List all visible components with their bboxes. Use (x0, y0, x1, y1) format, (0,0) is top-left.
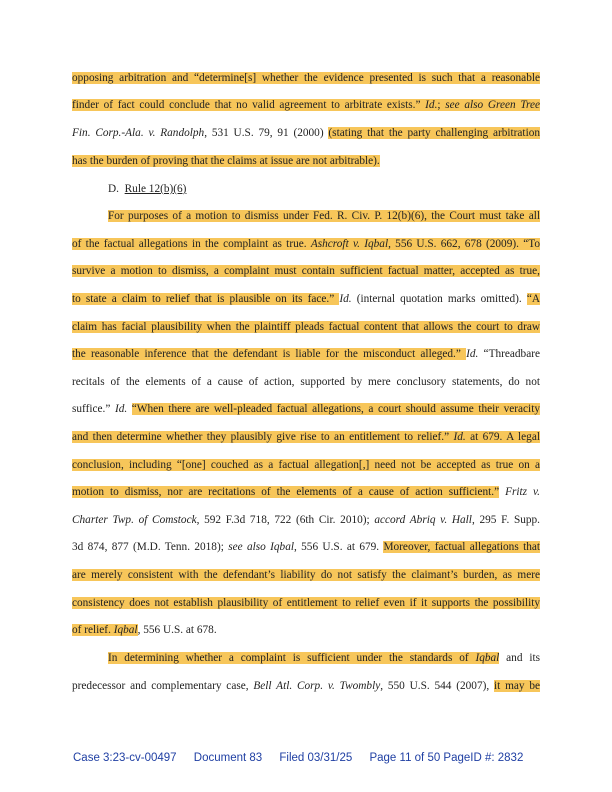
highlighted-text: at 679. A legal (465, 431, 540, 443)
footer-case-number: Case 3:23-cv-00497 (73, 752, 177, 764)
highlighted-text: see also Green Tree (445, 99, 540, 111)
text-segment: Id. (339, 293, 352, 305)
highlighted-text: has the burden of proving that the claims at issue are not arbitrable). (72, 155, 380, 167)
text-line (72, 126, 540, 141)
text-line (72, 375, 540, 390)
text-segment: , 550 U.S. 544 (2007), (380, 680, 494, 692)
highlighted-text: motion to dismiss, nor are recitations of the elements of a cause of action sufficient.” (72, 486, 500, 498)
text-segment: Charter Twp. of Comstock (72, 514, 197, 526)
text-segment: Fritz v. (505, 486, 540, 498)
text-segment: , 531 U.S. 79, 91 (2000) (204, 127, 329, 139)
highlighted-text: and then determine whether they plausibly give rise to an entitlement to relief.” (72, 431, 454, 443)
text-line (72, 430, 540, 445)
highlighted-text: Moreover, factual allegations that (383, 541, 541, 553)
highlighted-text: For purposes of a motion to dismiss under Fed. R. Civ. P. 12(b)(6), the Court must take all (108, 210, 540, 222)
highlighted-text: are merely consistent with the defendant’s liability do not satisfy the claimant’s burden, as mere (72, 569, 540, 581)
text-line (72, 292, 540, 307)
text-line (72, 154, 540, 169)
text-line (108, 651, 540, 666)
text-segment: Rule 12(b)(6) (124, 183, 187, 195)
text-line (72, 98, 540, 113)
section-heading (108, 182, 540, 197)
highlighted-text: Iqbal (113, 624, 138, 636)
highlighted-text: In determining whether a complaint is sufficient under the standards of (108, 652, 476, 664)
text-segment: , 556 U.S. at 679. (293, 541, 384, 553)
highlighted-text: consistency does not establish plausibility of entitlement to relief even if it supports the possibility (72, 597, 540, 609)
highlighted-text: “A (526, 293, 540, 305)
text-line (72, 458, 540, 473)
highlighted-text: of the factual allegations in the complaint as true. (72, 238, 311, 250)
text-segment: recitals of the elements of a cause of action, supported by mere conclusory statements, do not (72, 376, 540, 388)
text-segment: D. (108, 183, 125, 195)
highlighted-text: ; (437, 99, 446, 111)
footer-document-number: Document 83 (193, 752, 263, 764)
text-segment: Id. (114, 403, 128, 415)
text-line (72, 513, 540, 528)
text-line (72, 237, 540, 252)
highlighted-text: , 556 U.S. 662, 678 (2009). “To (388, 238, 540, 250)
text-segment: , 592 F.3d 718, 722 (6th Cir. 2010); (196, 514, 375, 526)
text-line (72, 264, 540, 279)
highlighted-text: it may be (493, 680, 540, 692)
text-segment: “Threadbare (478, 348, 540, 360)
highlighted-text: finder of fact could conclude that no valid agreement to arbitrate exists.” (72, 99, 426, 111)
text-segment: , 556 U.S. at 678. (137, 624, 217, 636)
highlighted-text: Id. (425, 99, 438, 111)
highlighted-text: to state a claim to relief that is plausible on its face.” (72, 293, 340, 305)
highlighted-text: claim has facial plausibility when the plaintiff pleads factual content that allows the court to draw (72, 321, 540, 333)
text-line (72, 320, 540, 335)
text-segment: (internal quotation marks omitted). (351, 293, 527, 305)
text-line (72, 679, 540, 694)
highlighted-text: survive a motion to dismiss, a complaint must contain sufficient factual matter, accepted as true, (72, 265, 540, 277)
highlighted-text: Ashcroft v. Iqbal (310, 238, 389, 250)
highlighted-text: (stating that the party challenging arbitration (328, 127, 541, 139)
text-segment: Fin. Corp.-Ala. v. Randolph (72, 127, 205, 139)
text-segment: , 295 F. Supp. (471, 514, 541, 526)
text-segment: accord Abriq v. Hall (374, 514, 472, 526)
highlighted-text: conclusion, including “[one] couched as a factual allegation[,] need not be accepted as true on a (72, 459, 540, 471)
highlighted-text: Iqbal (475, 652, 500, 664)
footer-page-id: Page 11 of 50 PageID #: 2832 (369, 752, 524, 764)
text-segment: Id. (466, 348, 479, 360)
text-line (72, 596, 540, 611)
highlighted-text: the reasonable inference that the defendant is liable for the misconduct alleged.” (72, 348, 467, 360)
text-segment: and its (499, 652, 541, 664)
text-line (72, 402, 540, 417)
highlighted-text: “When there are well-pleaded factual allegations, a court should assume their veracity (131, 403, 540, 415)
text-line (72, 485, 540, 500)
text-line (72, 71, 540, 86)
text-segment: suffice.” (72, 403, 115, 415)
highlighted-text: opposing arbitration and “determine[s] whether the evidence presented is such that a reasonable (72, 72, 540, 84)
text-line (72, 623, 540, 638)
highlighted-text: Id. (453, 431, 466, 443)
text-segment: Bell Atl. Corp. v. Twombly (253, 680, 381, 692)
text-segment: 3d 874, 877 (M.D. Tenn. 2018); (72, 541, 229, 553)
text-segment: predecessor and complementary case, (72, 680, 254, 692)
text-line (108, 209, 540, 224)
text-line (72, 568, 540, 583)
text-line (72, 540, 540, 555)
text-line (72, 347, 540, 362)
highlighted-text: of relief. (72, 624, 114, 636)
text-segment: see also Iqbal (228, 541, 294, 553)
ecf-footer (73, 752, 543, 764)
footer-filed-date: Filed 03/31/25 (279, 752, 353, 764)
